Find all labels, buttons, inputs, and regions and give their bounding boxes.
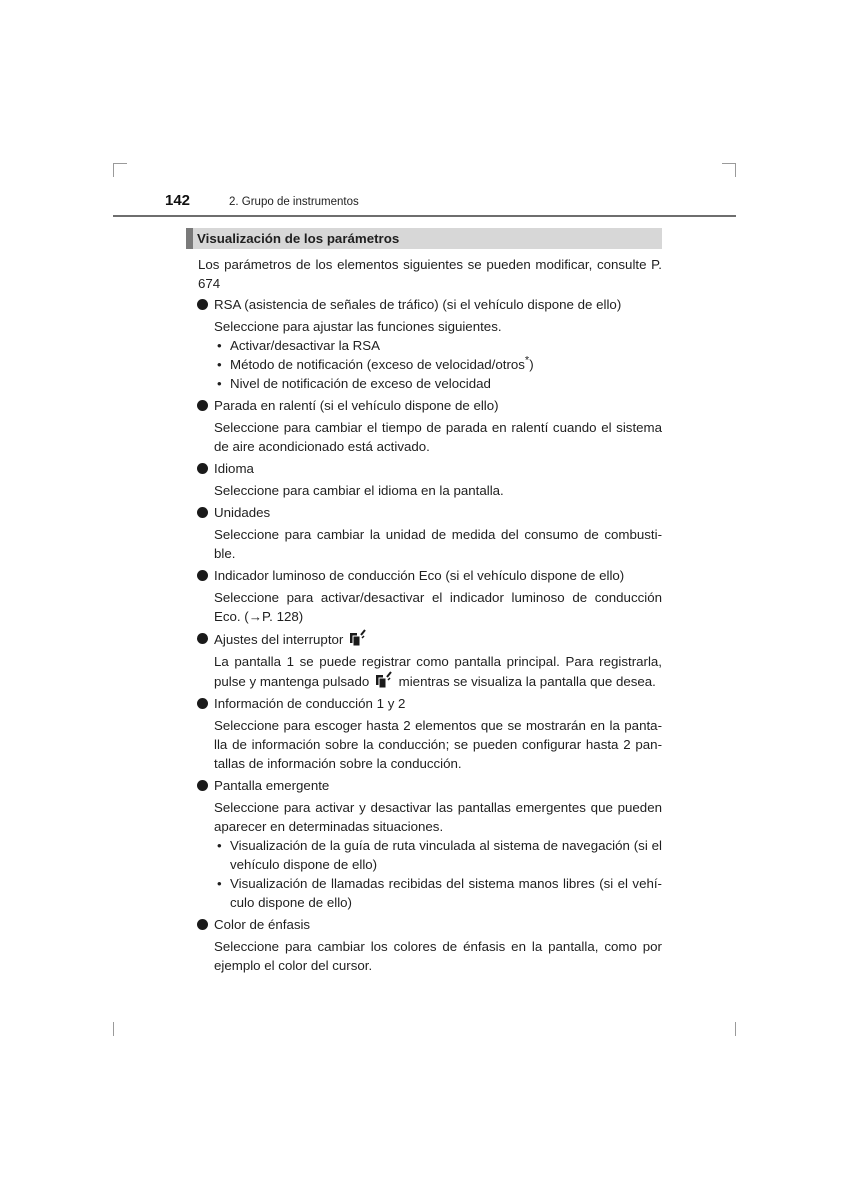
- bullet-dot-icon: [197, 570, 208, 581]
- list-item: [186, 503, 662, 563]
- item-title: Color de énfasis: [214, 917, 311, 932]
- page-header: [0, 188, 848, 218]
- section-intro: Los parámetros de los elementos siguientes se pueden modificar, consulte P. 674: [198, 257, 662, 291]
- bullet-dot-icon: [197, 299, 208, 310]
- crop-mark: [735, 163, 736, 177]
- item-title: Información de conducción 1 y 2: [214, 696, 406, 711]
- item-description: Seleccione para cambiar el idioma en la pantalla.: [214, 483, 504, 498]
- item-title: Pantalla emergente: [214, 778, 330, 793]
- list-item: [186, 396, 662, 456]
- item-description: Seleccione para cambiar los colores de énfasis en la pantalla, como por ejemplo el color del cursor.: [214, 939, 662, 973]
- crop-mark: [735, 1022, 736, 1036]
- item-description: Seleccione para activar y desactivar las pantallas emergentes que pueden aparecer en determinadas situaciones.: [214, 800, 662, 834]
- list-item: [186, 295, 662, 393]
- section-title: Visualización de los parámetros: [186, 228, 662, 249]
- page-content: [186, 228, 662, 978]
- bullet-dot-icon: [197, 698, 208, 709]
- sub-item: • Visualización de la guía de ruta vinculada al sistema de navegación (si el vehículo dispone de ello): [217, 838, 662, 872]
- item-title: Indicador luminoso de conducción Eco (si el vehículo dispone de ello): [214, 568, 625, 583]
- list-item: [186, 566, 662, 626]
- item-title: Unidades: [214, 505, 271, 520]
- display-switch-icon: [349, 629, 367, 647]
- bullet-dot-icon: [197, 507, 208, 518]
- footnote-mark: *: [524, 354, 530, 367]
- bullet-dot-icon: [197, 780, 208, 791]
- list-item: [186, 629, 662, 691]
- list-item: [186, 694, 662, 773]
- item-title: Ajustes del interruptor: [214, 632, 344, 647]
- list-item: [186, 459, 662, 500]
- item-description: Seleccione para activar/desactivar el indicador luminoso de conducción Eco. (→P. 128): [214, 590, 662, 624]
- crop-mark: [113, 1022, 114, 1036]
- item-title: Idioma: [214, 461, 254, 476]
- sub-item: • Método de notificación (exceso de velocidad/otros*): [217, 354, 534, 372]
- item-description: Seleccione para cambiar la unidad de medida del consumo de combusti-ble.: [214, 527, 662, 561]
- crop-mark: [722, 163, 736, 164]
- list-item: [186, 915, 662, 975]
- bullet-dot-icon: [197, 633, 208, 644]
- item-description: Seleccione para escoger hasta 2 elementos que se mostrarán en la panta-lla de información sobre la conducción; se pueden configurar hasta 2 pan-tallas de información sobre la conducción.: [214, 718, 662, 771]
- item-description: La pantalla 1 se puede registrar como pantalla principal. Para registrarla, pulse y mantenga pulsado mientras se visualiza la pantalla que desea.: [214, 654, 662, 689]
- chapter-title: 2. Grupo de instrumentos: [229, 196, 359, 208]
- header-divider: [113, 215, 736, 217]
- crop-mark: [113, 163, 127, 164]
- item-description: Seleccione para cambiar el tiempo de parada en ralentí cuando el sistema de aire acondicionado está activado.: [214, 420, 662, 454]
- item-title: RSA (asistencia de señales de tráfico) (si el vehículo dispone de ello): [214, 297, 622, 312]
- bullet-dot-icon: [197, 919, 208, 930]
- sub-item: • Nivel de notificación de exceso de velocidad: [217, 376, 491, 391]
- bullet-dot-icon: [197, 463, 208, 474]
- sub-item: • Activar/desactivar la RSA: [217, 338, 381, 353]
- sub-list: [214, 836, 662, 912]
- crop-mark: [113, 163, 114, 177]
- display-switch-icon: [375, 671, 393, 689]
- list-item: [186, 776, 662, 912]
- item-title: Parada en ralentí (si el vehículo dispone de ello): [214, 398, 499, 413]
- sub-list: [214, 336, 662, 393]
- page-number: 142: [165, 192, 191, 209]
- bullet-dot-icon: [197, 400, 208, 411]
- item-description: Seleccione para ajustar las funciones siguientes.: [214, 319, 502, 334]
- sub-item: • Visualización de llamadas recibidas del sistema manos libres (si el vehí-culo dispone de ello): [217, 876, 662, 910]
